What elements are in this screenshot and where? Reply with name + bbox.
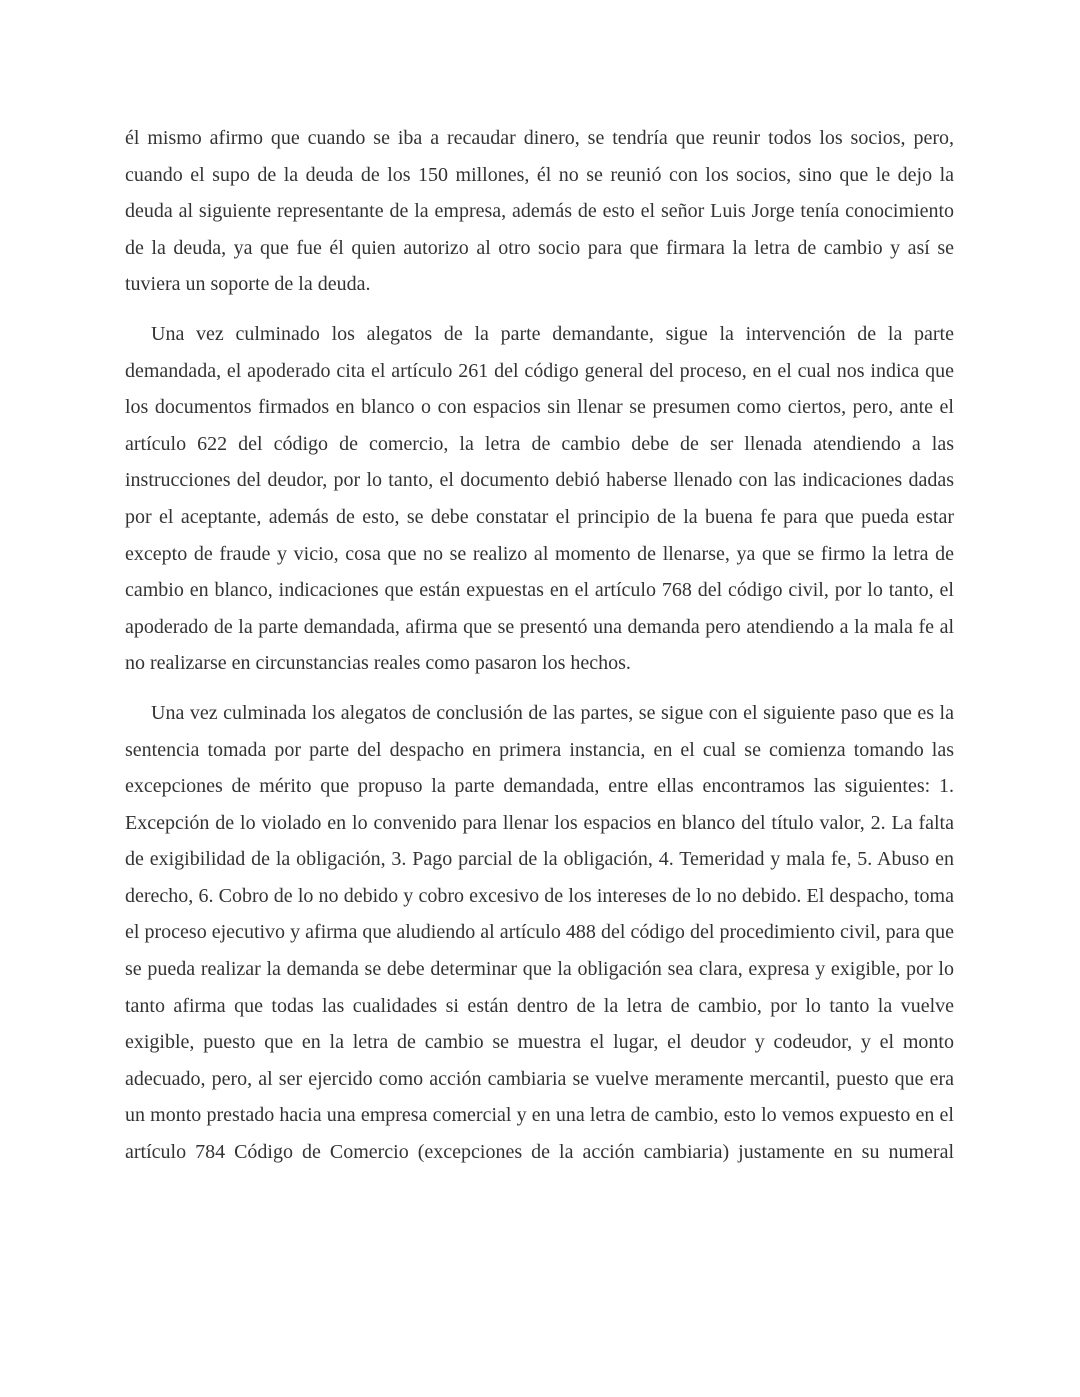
document-body <box>125 120 954 1171</box>
paragraph-continuation: él mismo afirmo que cuando se iba a recaudar dinero, se tendría que reunir todos los socios, pero, cuando el supo de la deuda de los 150 millones, él no se reunió con los socios, sino que le dejo la deuda al siguiente representante de la empresa, además de esto el señor Luis Jorge tenía conocimiento de la deuda, ya que fue él quien autorizo al otro socio para que firmara la letra de cambio y así se tuviera un soporte de la deuda. <box>125 127 954 296</box>
paragraph-defense-arguments: Una vez culminado los alegatos de la parte demandante, sigue la intervención de la parte demandada, el apoderado cita el artículo 261 del código general del proceso, en el cual nos indica que los documentos firmados en blanco o con espacios sin llenar se presumen como ciertos, pero, ante el artículo 622 del código de comercio, la letra de cambio debe de ser llenada atendiendo a las instrucciones del deudor, por lo tanto, el documento debió haberse llenado con las indicaciones dadas por el aceptante, además de esto, se debe constatar el principio de la buena fe para que pueda estar excepto de fraude y vicio, cosa que no se realizo al momento de llenarse, ya que se firmo la letra de cambio en blanco, indicaciones que están expuestas en el artículo 768 del código civil, por lo tanto, el apoderado de la parte demandada, afirma que se presentó una demanda pero atendiendo a la mala fe al no realizarse en circunstancias reales como pasaron los hechos. <box>125 322 954 675</box>
paragraph-first-instance-ruling: Una vez culminada los alegatos de conclusión de las partes, se sigue con el siguiente paso que es la sentencia tomada por parte del despacho en primera instancia, en el cual se comienza tomando las excepciones de mérito que propuso la parte demandada, entre ellas encontramos las siguientes: 1. Excepción de lo violado en lo convenido para llenar los espacios en blanco del título valor, 2. La falta de exigibilidad de la obligación, 3. Pago parcial de la obligación, 4. Temeridad y mala fe, 5. Abuso en derecho, 6. Cobro de lo no debido y cobro excesivo de los intereses de lo no debido. El despacho, toma el proceso ejecutivo y afirma que aludiendo al artículo 488 del código del procedimiento civil, para que se pueda realizar la demanda se debe determinar que la obligación sea clara, expresa y exigible, por lo tanto afirma que todas las cualidades si están dentro de la letra de cambio, por lo tanto la vuelve exigible, puesto que en la letra de cambio se muestra el lugar, el deudor y codeudor, y el monto adecuado, pero, al ser ejercido como acción cambiaria se vuelve meramente mercantil, puesto que era un monto prestado hacia una empresa comercial y en una letra de cambio, esto lo vemos expuesto en el artículo 784 Código de Comercio (excepciones de la acción cambiaria) justamente en su numeral <box>125 701 954 1164</box>
